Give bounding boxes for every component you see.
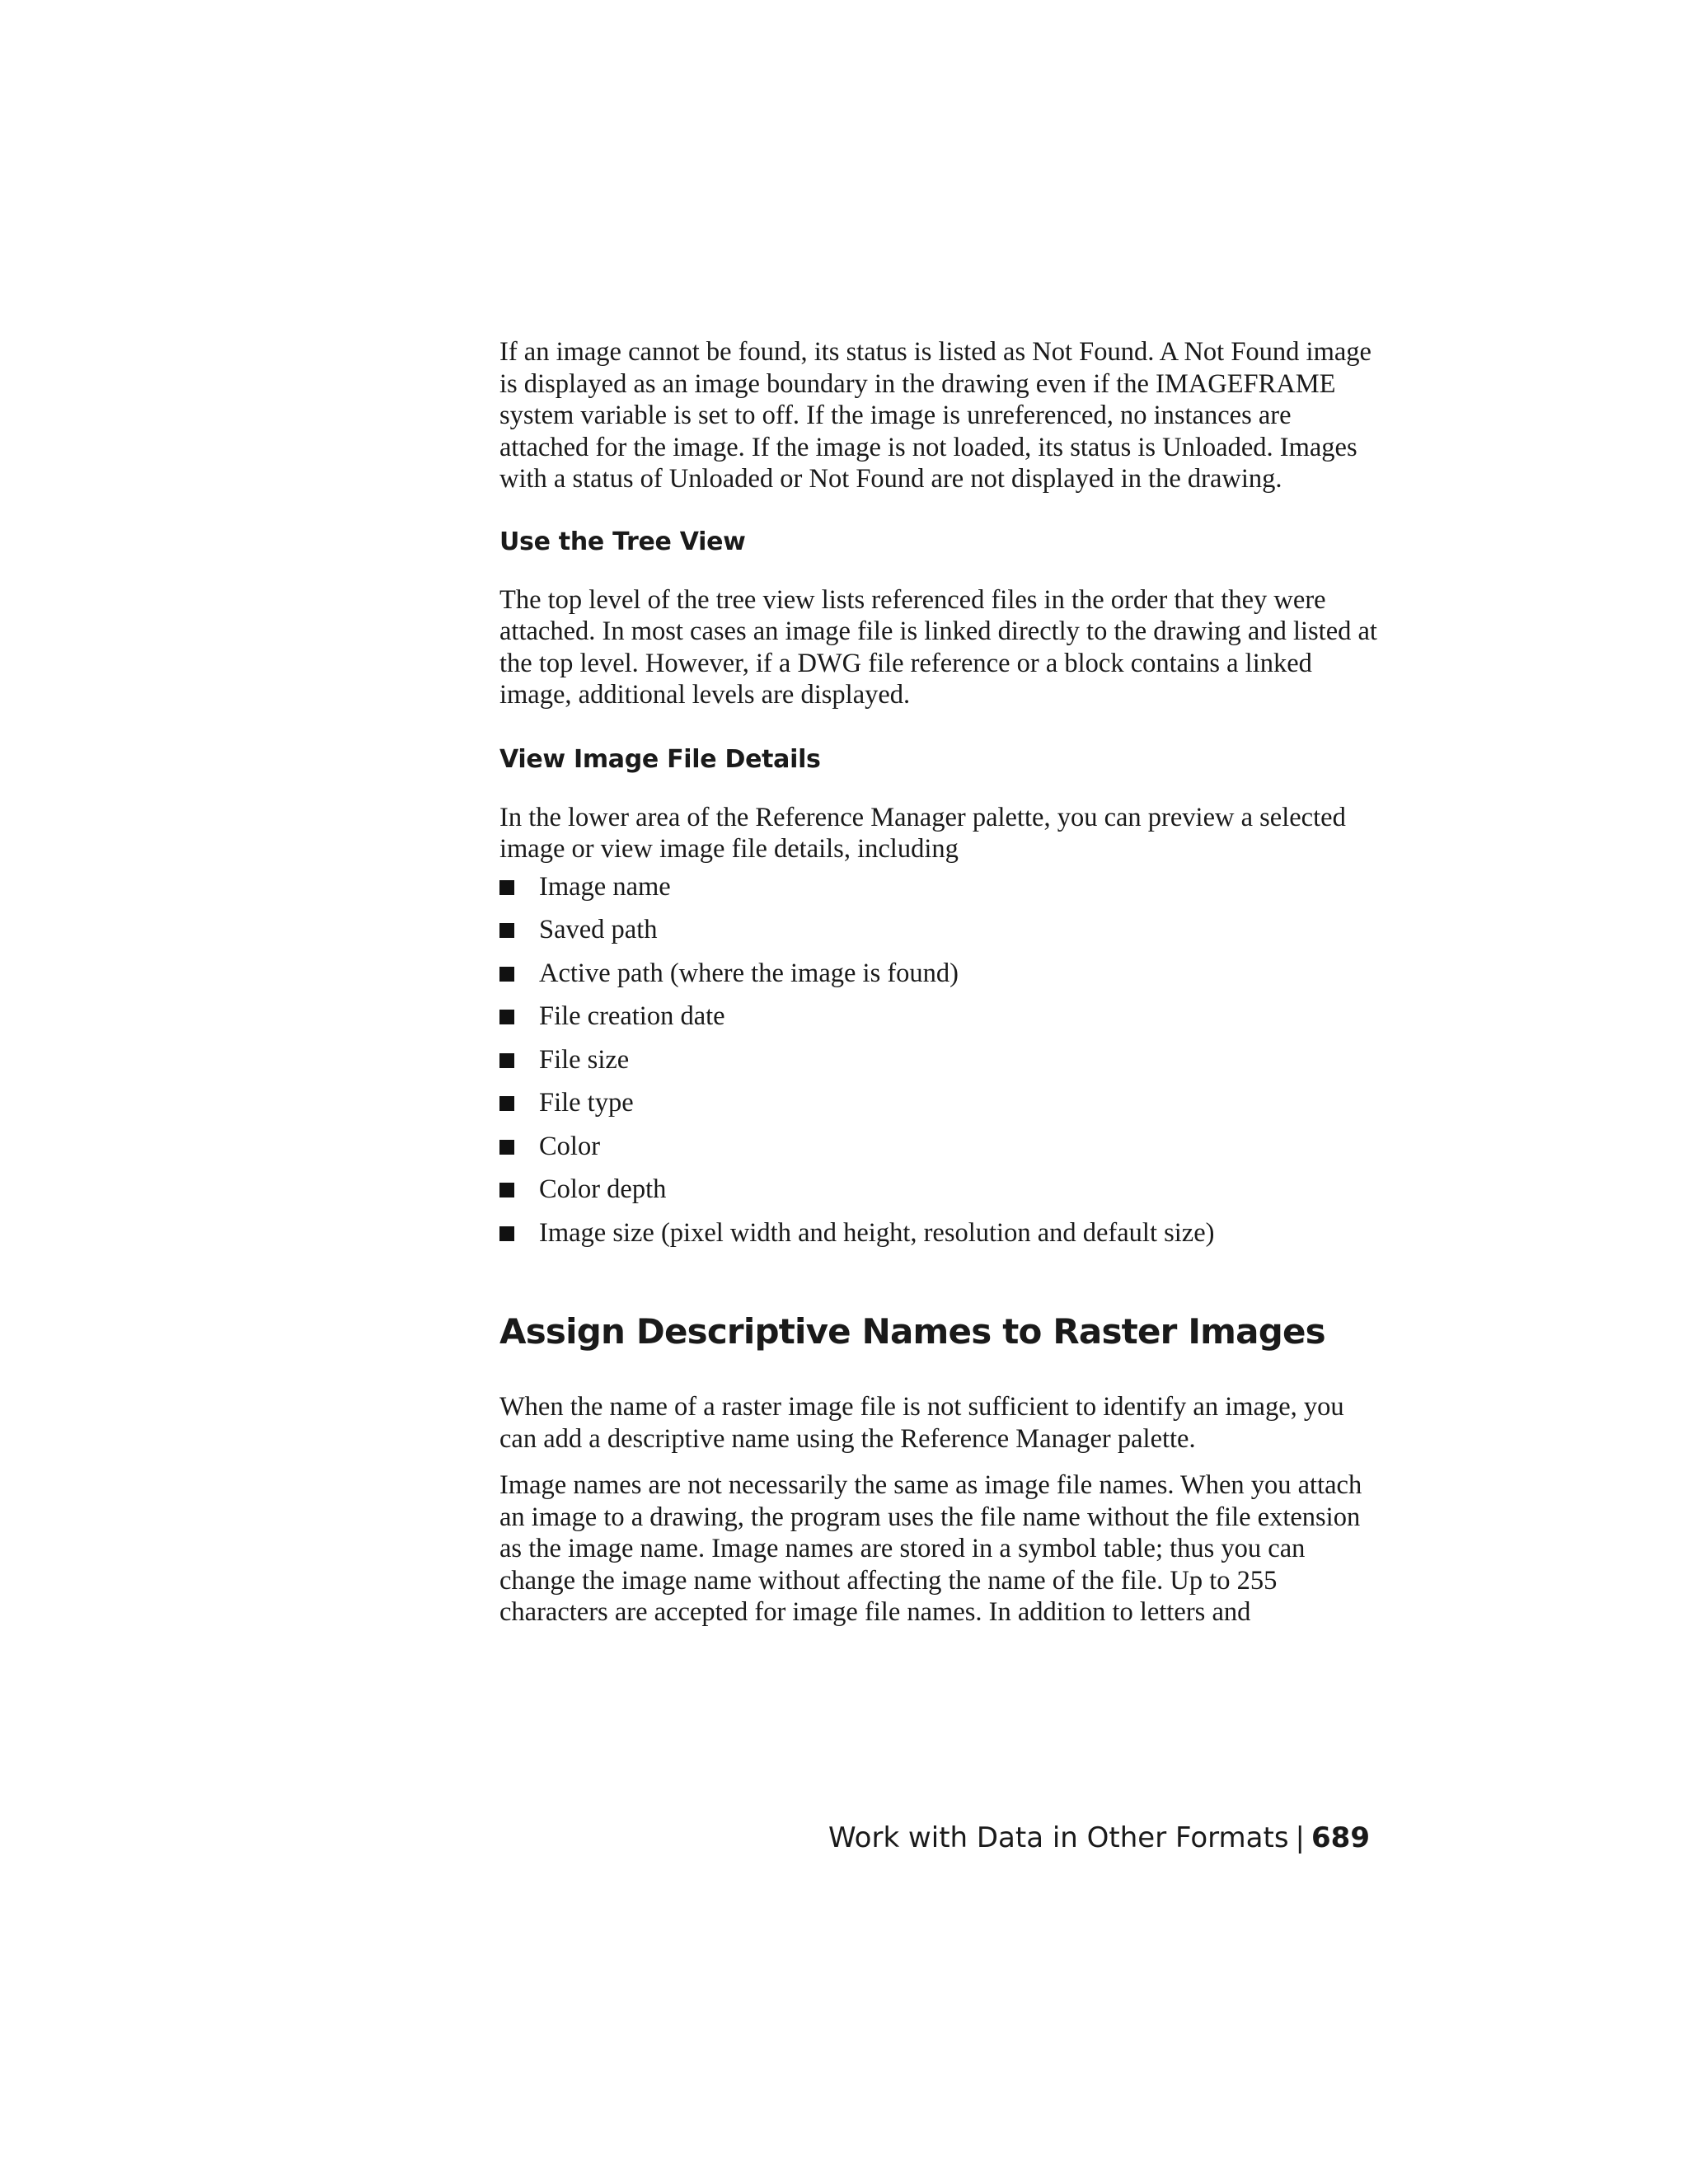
paragraph-details-intro: In the lower area of the Reference Manager palette, you can preview a selected image or view image file details, including [499,802,1346,864]
heading-use-tree-view: Use the Tree View [499,527,746,556]
footer-section-title: Work with Data in Other Formats [828,1821,1289,1854]
heading-view-image-file-details: View Image File Details [499,744,821,774]
list-item-text: Image size (pixel width and height, resolution and default size) [539,1217,1215,1248]
list-item [499,1168,1381,1212]
list-item [499,1038,1381,1082]
square-bullet-icon [499,1140,514,1155]
details-bullet-list [499,865,1381,1255]
list-item-text: Color [539,1131,601,1161]
list-item-text: File type [539,1088,634,1118]
list-item [499,1212,1381,1255]
page-number: 689 [1311,1821,1370,1854]
list-item-text: Saved path [539,915,658,944]
list-item [499,995,1381,1038]
square-bullet-icon [499,1096,514,1111]
paragraph-not-found-status: If an image cannot be found, its status is listed as Not Found. A Not Found image is displayed as an image boundary in the drawing even if the IMAGEFRAME system variable is set to off. If the image is unreferenced, no instances are attached for the image. If the image is not loaded, its status is Unloaded. Images with a status of Unloaded or Not Found are not displayed in the drawing. [499,337,1372,494]
square-bullet-icon [499,1183,514,1197]
footer-separator: | [1295,1821,1306,1854]
list-item [499,908,1381,952]
list-item-text: Active path (where the image is found) [539,958,959,988]
heading-assign-descriptive-names: Assign Descriptive Names to Raster Images [499,1311,1325,1352]
list-item-text: File creation date [539,1001,725,1031]
list-item-text: Color depth [539,1174,667,1204]
page-footer [828,1820,1370,1856]
square-bullet-icon [499,1226,514,1241]
list-item [499,952,1381,996]
paragraph-image-names: Image names are not necessarily the same as image file names. When you attach an image to a drawing, the program uses the file name without the file extension as the image name. Image names are stored in a symbol table; thus you can change the image name without affecting the name of the file. Up to 255 characters are accepted for image file names. In addition to letters and [499,1470,1362,1627]
list-item [499,1081,1381,1125]
square-bullet-icon [499,1010,514,1024]
paragraph-assign-intro: When the name of a raster image file is not sufficient to identify an image, you can add a descriptive name using the Reference Manager palette. [499,1392,1344,1454]
paragraph-tree-view: The top level of the tree view lists referenced files in the order that they were attached. In most cases an image file is linked directly to the drawing and listed at the top level. However, if a DWG file reference or a block contains a linked image, additional levels are displayed. [499,584,1377,710]
square-bullet-icon [499,1053,514,1068]
list-item [499,1125,1381,1169]
square-bullet-icon [499,880,514,895]
square-bullet-icon [499,967,514,982]
list-item-text: File size [539,1044,630,1075]
page-content [499,336,1381,1629]
list-item [499,865,1381,909]
square-bullet-icon [499,923,514,938]
list-item-text: Image name [539,871,671,902]
